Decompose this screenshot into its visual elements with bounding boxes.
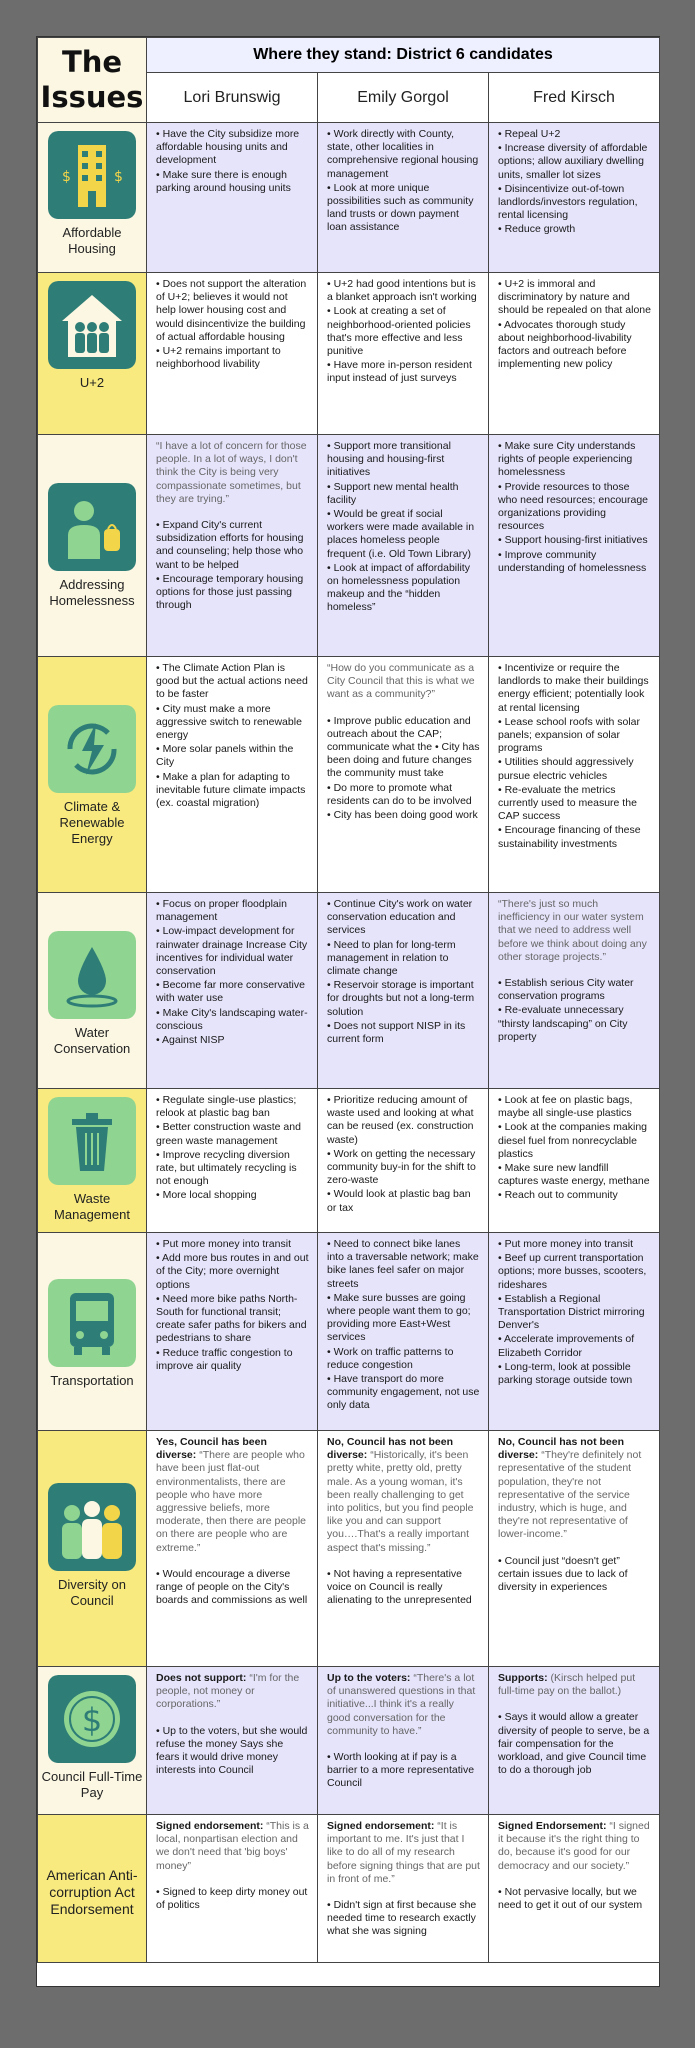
- stance-item: • Encourage temporary housing options for those just passing through: [156, 572, 304, 612]
- comparison-table: [37, 37, 660, 1963]
- stance-item: • Encourage financing of these sustainability investments: [498, 824, 641, 850]
- stance-item: • Advocates thorough study about neighborhood-livability factors and outreach before implementing new policy: [498, 318, 632, 371]
- stance-item: • Does not support NISP in its current form: [327, 1019, 466, 1046]
- svg-text:$: $: [114, 169, 123, 185]
- stance-item: • Look at impact of affordability on homelessness population makeup and the “hidden homeless”: [327, 561, 470, 614]
- stance-item: • Have more in-person resident input instead of just surveys: [327, 359, 472, 385]
- stance-item: • Low-impact development for rainwater drainage Increase City incentives for individual water conservation: [156, 925, 308, 978]
- stance-item: • Look at the companies making diesel fuel from nonrecyclable plastics: [498, 1121, 648, 1160]
- table-row: [38, 1431, 660, 1667]
- stance-item: • Re-evaluate the metrics currently used to measure the CAP success: [498, 783, 637, 823]
- issue-anti-corruption: [38, 1815, 147, 1963]
- issue-label: Addressing Homelessness: [49, 577, 135, 608]
- stance-quote: “This is a local, nonpartisan election and we don't need that 'big boys' money”: [156, 1820, 309, 1872]
- stance-kirsch: [489, 435, 660, 657]
- stance-gorgol: [318, 273, 489, 435]
- trash-can-icon: [48, 1097, 136, 1185]
- stance-item: • Make City's landscaping water-conscious: [156, 1006, 308, 1032]
- issue-homelessness: [38, 435, 147, 657]
- table-heading: Where they stand: District 6 candidates: [147, 38, 660, 73]
- stance-item: • Utilities should aggressively pursue electric vehicles: [498, 756, 634, 782]
- stance-item: • U+2 remains important to neighborhood livability: [156, 345, 281, 371]
- stance-kirsch: [489, 1431, 660, 1667]
- stance-quote: “I signed it because it's the right thing to do, because it's good for our democracy and our society.”: [498, 1820, 650, 1872]
- issue-label: Climate & Renewable Energy: [59, 799, 125, 846]
- stance-lead: [156, 1820, 309, 1873]
- stance-item: • Lease school roofs with solar panels; expansion of solar programs: [498, 715, 640, 755]
- stance-item: • Make sure there is enough parking around housing units: [156, 168, 291, 194]
- issue-water: [38, 893, 147, 1089]
- stance-item: • Support new mental health facility: [327, 480, 459, 506]
- bus-icon: [48, 1279, 136, 1367]
- table-row: [38, 123, 660, 273]
- issue-label: Affordable Housing: [62, 225, 122, 256]
- stance-gorgol: [318, 893, 489, 1089]
- water-drop-icon: [48, 931, 136, 1019]
- stance-item: • Expand City's current subsidization efforts for housing and counseling; help those who want to be helped: [156, 519, 304, 571]
- stance-item: • Increase diversity of affordable options; allow auxiliary dwelling units, smaller lot sizes: [498, 142, 648, 181]
- stance-lead: [327, 1820, 480, 1886]
- stance-kirsch: [489, 273, 660, 435]
- stance-item: • Support housing-first initiatives: [498, 534, 648, 547]
- table-row: [38, 1667, 660, 1815]
- stance-item: • Not pervasive locally, but we need to get it out of our system: [498, 1885, 643, 1912]
- stance-lead: [498, 1820, 651, 1873]
- stance-item: • Not having a representative voice on Council is really alienating to the unrepresented: [327, 1567, 472, 1607]
- stance-item: • U+2 had good intentions but is a blanket approach isn't working: [327, 278, 477, 304]
- stance-item: • Make sure new landfill captures waste energy, methane: [498, 1162, 650, 1188]
- stance-item: • Support more transitional housing and housing-first initiatives: [327, 440, 451, 479]
- stance-quote: “Historically, it's been pretty white, pretty old, pretty male. As a young woman, it's been really challenging to get into politics, but you find people like you and can support you….That's a really important aspect that's missing.”: [327, 1449, 474, 1554]
- stance-item: • Up to the voters, but she would refuse the money Says she fears it would drive money interests into Council: [156, 1724, 308, 1777]
- issue-diversity: [38, 1431, 147, 1667]
- stance-gorgol: [318, 123, 489, 273]
- stance-item: • City must make a more aggressive switch to renewable energy: [156, 702, 302, 742]
- stance-item: • Put more money into transit: [498, 1238, 633, 1250]
- stance-quote: “I have a lot of concern for those people. In a lot of ways, I don't think the City is being very compassionate sometimes, but they are trying.”: [156, 440, 307, 505]
- stance-item: • Says it would allow a greater diversity of people to serve, be a fair compensation for the workload, and give Council time to do a thorough job: [498, 1711, 650, 1777]
- stance-brunswig: [147, 1815, 318, 1963]
- stance-quote: “There's just so much inefficiency in our water system that we need to address well before we think about doing any other storage projects.”: [498, 898, 647, 963]
- stance-item: • Establish a Regional Transportation District mirroring Denver's: [498, 1292, 645, 1332]
- stance-verdict: Does not support:: [156, 1672, 247, 1684]
- stance-item: • Improve community understanding of homelessness: [498, 548, 647, 574]
- stance-lead: [156, 1436, 309, 1555]
- stance-item: • Didn't sign at first because she needed time to research exactly what she was signing: [327, 1899, 477, 1938]
- stance-item: • Accelerate improvements of Elizabeth Corridor: [498, 1333, 635, 1359]
- issue-affordable-housing: [38, 123, 147, 273]
- stance-lead: [327, 1436, 480, 1555]
- stance-item: • Signed to keep dirty money out of politics: [156, 1885, 308, 1912]
- stance-verdict: Yes, Council has been diverse:: [156, 1436, 267, 1462]
- stance-quote: “How do you communicate as a City Council that this is what we want as a community?”: [327, 662, 475, 701]
- title-line-1: The: [61, 45, 123, 79]
- issue-label: American Anti-corruption Act Endorsement: [46, 1867, 138, 1917]
- stance-quote: “There are people who have been just flat-out environmentalists, there are people who have more aggressive beliefs, more moderate, then there are people on there are people who are extreme.”: [156, 1449, 307, 1554]
- stance-item: • Re-evaluate unnecessary “thirsty landscaping” on City property: [498, 1004, 628, 1043]
- issue-climate: [38, 657, 147, 893]
- stance-quote: “There's a lot of unanswered questions in that initiative...I think it's a really good conversation for the community to have.”: [327, 1672, 476, 1737]
- issue-label: U+2: [79, 375, 105, 390]
- stance-gorgol: [318, 1667, 489, 1815]
- table-row: [38, 1233, 660, 1431]
- stance-item: • Establish serious City water conservation programs: [498, 977, 634, 1003]
- stance-brunswig: [147, 123, 318, 273]
- stance-quote: (Kirsch helped put full-time pay on the ballot.): [498, 1672, 636, 1698]
- stance-gorgol: [318, 1431, 489, 1667]
- svg-text:$: $: [81, 1701, 103, 1739]
- svg-text:$: $: [62, 169, 71, 185]
- stance-item: • Would encourage a diverse range of people on the City's boards and commissions as well: [156, 1567, 308, 1607]
- stance-brunswig: [147, 657, 318, 893]
- issue-label: Transportation: [50, 1373, 134, 1388]
- stance-item: • Make sure City understands rights of people experiencing homelessness: [498, 440, 636, 479]
- issue-u-plus-2: [38, 273, 147, 435]
- stance-item: • Provide resources to those who need resources; encourage organizations providing resources: [498, 480, 649, 533]
- stance-item: • Does not support the alteration of U+2; believes it would not help lower housing cost and would disincentivize the building of actual affordable housing: [156, 278, 307, 343]
- stance-kirsch: [489, 1815, 660, 1963]
- page-title: [38, 38, 147, 123]
- stance-item: • U+2 is immoral and discriminatory by nature and should be repealed on that alone: [498, 278, 651, 317]
- stance-verdict: Supports:: [498, 1672, 548, 1684]
- stance-item: • Need more bike paths North-South for functional transit; create safer paths for bikers and pedestrians to share: [156, 1292, 307, 1345]
- stance-item: • Reduce growth: [498, 223, 576, 236]
- dollar-coin-icon: [48, 1675, 136, 1763]
- stance-brunswig: [147, 893, 318, 1089]
- stance-verdict: No, Council has not been diverse:: [327, 1436, 454, 1462]
- stance-lead: [327, 1672, 480, 1738]
- stance-gorgol: [318, 1233, 489, 1431]
- issue-waste: [38, 1089, 147, 1233]
- stance-lead: [498, 1672, 651, 1698]
- issue-full-time-pay: [38, 1667, 147, 1815]
- stance-verdict: Up to the voters:: [327, 1672, 411, 1684]
- stance-lead: [156, 1672, 309, 1712]
- stance-brunswig: [147, 1089, 318, 1233]
- stance-item: • Need to connect bike lanes into a traversable network; make bike lanes feel safer on major streets: [327, 1238, 479, 1290]
- title-line-2: Issues: [40, 80, 144, 114]
- stance-item: • Work on traffic patterns to reduce congestion: [327, 1345, 454, 1371]
- stance-brunswig: [147, 1233, 318, 1431]
- stance-item: • Beef up current transportation options; more busses, scooters, rideshares: [498, 1252, 647, 1291]
- stance-kirsch: [489, 893, 660, 1089]
- stance-item: • Look at fee on plastic bags, maybe all single-use plastics: [498, 1094, 633, 1120]
- issue-transportation: [38, 1233, 147, 1431]
- issues-comparison-sheet: [36, 36, 660, 1987]
- stance-verdict: Signed endorsement:: [327, 1820, 435, 1832]
- stance-item: • Need to plan for long-term management in relation to climate change: [327, 938, 456, 978]
- stance-kirsch: [489, 1089, 660, 1233]
- house-with-people-icon: [48, 281, 136, 369]
- table-row: [38, 435, 660, 657]
- table-row: [38, 893, 660, 1089]
- issue-label: Council Full-Time Pay: [41, 1769, 143, 1800]
- stance-item: • Reduce traffic congestion to improve air quality: [156, 1346, 293, 1372]
- stance-item: • Have the City subsidize more affordable housing units and development: [156, 128, 300, 167]
- stance-item: • More solar panels within the City: [156, 743, 294, 769]
- stance-verdict: Signed Endorsement:: [498, 1820, 607, 1832]
- stance-item: • Look at more unique possibilities such as community land trusts or down payment loan assistance: [327, 181, 474, 234]
- stance-gorgol: [318, 1089, 489, 1233]
- stance-quote: “It is important to me. It's just that I like to do all of my research before signing things that are put in front of me.”: [327, 1820, 480, 1885]
- stance-item: • Add more bus routes in and out of the City; more overnight options: [156, 1252, 309, 1291]
- stance-item: • Disincentivize out-of-town landlords/investors regulation, rental licensing: [498, 182, 638, 222]
- stance-item: • Work on getting the necessary community buy-in for the shift to zero-waste: [327, 1147, 476, 1187]
- stance-gorgol: [318, 435, 489, 657]
- stance-verdict: No, Council has not been diverse:: [498, 1436, 625, 1462]
- stance-kirsch: [489, 1233, 660, 1431]
- stance-item: • Prioritize reducing amount of waste used and looking at what can be reused (ex. construction waste): [327, 1094, 474, 1146]
- stance-verdict: Signed endorsement:: [156, 1820, 264, 1832]
- issue-label: Waste Management: [54, 1191, 130, 1222]
- stance-item: • Reach out to community: [498, 1189, 618, 1202]
- stance-quote: “They're definitely not representative of the student population, they're not representative of the service industry, which is huge, and they're not representative of lower-income.”: [498, 1449, 642, 1541]
- stance-item: • Regulate single-use plastics; relook at plastic bag ban: [156, 1094, 297, 1120]
- stance-item: • Long-term, look at possible parking storage outside town: [498, 1360, 633, 1387]
- stance-kirsch: [489, 123, 660, 273]
- stance-kirsch: [489, 1667, 660, 1815]
- lightning-cycle-icon: [48, 705, 136, 793]
- table-row: [38, 657, 660, 893]
- stance-item: • Make sure busses are going where people want them to go; providing more East+West services: [327, 1291, 471, 1344]
- stance-brunswig: [147, 1431, 318, 1667]
- stance-item: • Incentivize or require the landlords to make their buildings energy efficient; potentially look at rental licensing: [498, 662, 649, 714]
- stance-item: • Put more money into transit: [156, 1238, 291, 1250]
- stance-item: • Become far more conservative with water use: [156, 979, 305, 1005]
- stance-item: • Continue City's work on water conservation education and services: [327, 898, 473, 937]
- person-with-backpack-icon: [48, 483, 136, 571]
- apartment-building-icon: [48, 131, 136, 219]
- stance-item: • Work directly with County, state, other localities in comprehensive regional housing management: [327, 128, 479, 180]
- stance-item: • Repeal U+2: [498, 128, 561, 140]
- candidate-name-kirsch: Fred Kirsch: [489, 73, 660, 123]
- candidate-name-gorgol: Emily Gorgol: [318, 73, 489, 123]
- stance-item: • More local shopping: [156, 1189, 257, 1202]
- stance-item: • Improve public education and outreach about the CAP; communicate what the • City has been doing and future changes the community must take: [327, 714, 480, 780]
- stance-lead: [498, 1436, 651, 1542]
- stance-kirsch: [489, 657, 660, 893]
- stance-item: • City has been doing good work: [327, 809, 478, 822]
- stance-item: • Do more to promote what residents can do to be involved: [327, 781, 472, 807]
- stance-gorgol: [318, 657, 489, 893]
- stance-gorgol: [318, 1815, 489, 1963]
- stance-item: • Make a plan for adapting to inevitable future climate impacts (ex. coastal migration): [156, 770, 306, 810]
- stance-brunswig: [147, 435, 318, 657]
- stance-item: • Better construction waste and green waste management: [156, 1121, 301, 1147]
- stance-item: • Would be great if social workers were made available in places homeless people frequent (i.e. Old Town Library): [327, 508, 475, 560]
- stance-item: • Council just “doesn't get” certain issues due to lack of diversity in experiences: [498, 1554, 628, 1594]
- stance-item: • Look at creating a set of neighborhood-oriented policies that's more effective and less punitive: [327, 305, 471, 358]
- stance-item: • Have transport do more community engagement, not use only data: [327, 1373, 480, 1412]
- stance-item: • The Climate Action Plan is good but the actual actions need to be faster: [156, 662, 308, 701]
- stance-item: • Worth looking at if pay is a barrier to a more representative Council: [327, 1751, 475, 1790]
- issue-label: Water Conservation: [53, 1025, 131, 1056]
- diverse-people-icon: [48, 1483, 136, 1571]
- stance-brunswig: [147, 1667, 318, 1815]
- stance-item: • Improve recycling diversion rate, but ultimately recycling is not enough: [156, 1148, 297, 1188]
- issue-label: Diversity on Council: [58, 1577, 126, 1608]
- stance-quote: “I'm for the people, not money or corporations.”: [156, 1672, 300, 1711]
- candidate-name-brunswig: Lori Brunswig: [147, 73, 318, 123]
- table-row: [38, 1815, 660, 1963]
- table-row: [38, 1089, 660, 1233]
- table-row: [38, 273, 660, 435]
- stance-item: • Would look at plastic bag ban or tax: [327, 1188, 471, 1214]
- stance-brunswig: [147, 273, 318, 435]
- stance-item: • Reservoir storage is important for droughts but not a long-term solution: [327, 979, 475, 1018]
- stance-item: • Against NISP: [156, 1034, 225, 1047]
- stance-item: • Focus on proper floodplain management: [156, 898, 287, 924]
